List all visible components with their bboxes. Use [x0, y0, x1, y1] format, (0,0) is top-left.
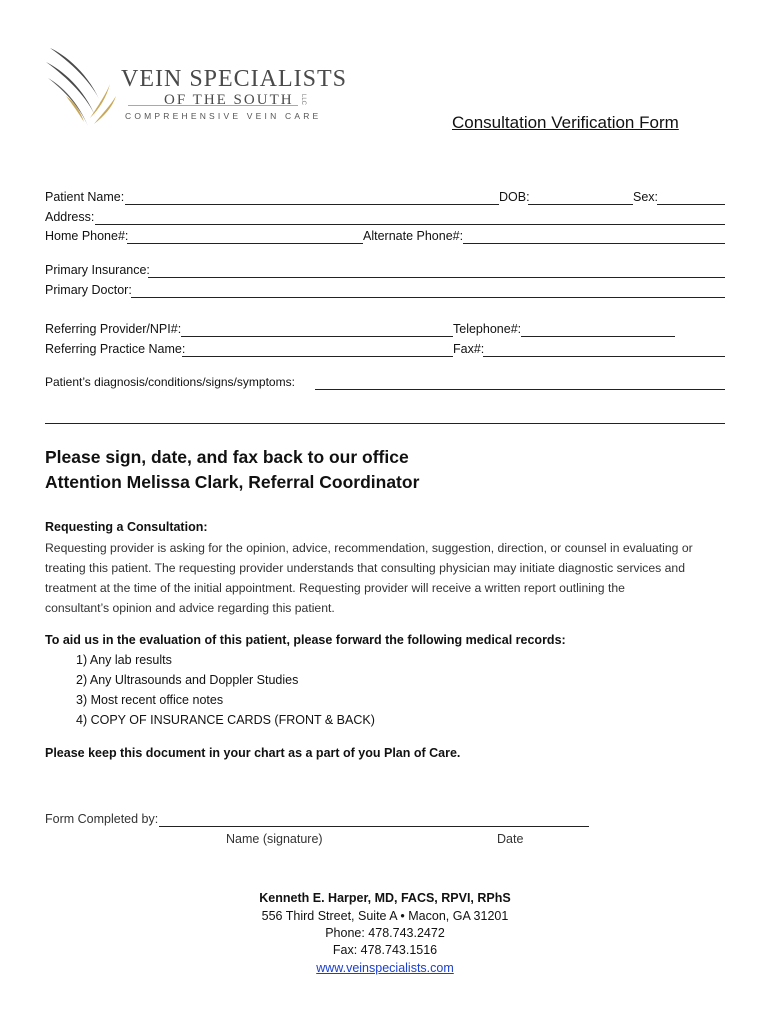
logo-llc: LLC	[300, 94, 306, 106]
phone-row	[45, 229, 725, 245]
consultation-line: treating this patient. The requesting provider understands that consulting physician may initiate diagnostic services and	[45, 561, 685, 575]
doctor-row	[45, 283, 725, 299]
insurance-row	[45, 263, 725, 279]
records-item: 2) Any Ultrasounds and Doppler Studies	[76, 673, 299, 687]
form-title: Consultation Verification Form	[452, 113, 679, 132]
logo-divider	[128, 105, 298, 106]
name-signature-label: Name (signature)	[226, 832, 323, 846]
consultation-line: treatment at the time of the initial appointment. Requesting provider will receive a written report outlining the	[45, 581, 625, 595]
address-label: Address:	[45, 210, 95, 224]
patient-name-row	[45, 190, 725, 206]
telephone-field[interactable]	[521, 322, 675, 337]
logo-subtitle: OF THE SOUTH	[164, 92, 294, 108]
records-item: 4) COPY OF INSURANCE CARDS (FRONT & BACK)	[76, 713, 375, 727]
referring-provider-row	[45, 322, 725, 338]
keep-note: Please keep this document in your chart as a part of you Plan of Care.	[45, 746, 461, 760]
referring-practice-field[interactable]	[182, 342, 453, 357]
referring-practice-label: Referring Practice Name:	[45, 342, 186, 356]
vein-wings-icon	[44, 44, 124, 134]
footer-phone: Phone: 478.743.2472	[325, 926, 445, 940]
diagnosis-label: Patient’s diagnosis/conditions/signs/symptoms:	[45, 375, 295, 389]
website-link[interactable]: www.veinspecialists.com	[316, 961, 454, 975]
footer-website-wrap	[0, 961, 770, 975]
records-item: 3) Most recent office notes	[76, 693, 224, 707]
sex-label: Sex:	[633, 190, 659, 204]
referring-provider-label: Referring Provider/NPI#:	[45, 322, 182, 336]
home-phone-label: Home Phone#:	[45, 229, 129, 243]
completed-by-label: Form Completed by:	[45, 812, 159, 826]
alt-phone-label: Alternate Phone#:	[363, 229, 464, 243]
consultation-line: consultant’s opinion and advice regarding this patient.	[45, 601, 335, 615]
date-label: Date	[497, 832, 524, 846]
consultation-line: Requesting provider is asking for the opinion, advice, recommendation, suggestion, direction, or counsel in evaluating or	[45, 541, 693, 555]
records-item: 1) Any lab results	[76, 653, 172, 667]
referring-provider-field[interactable]	[181, 322, 453, 337]
patient-name-label: Patient Name:	[45, 190, 125, 204]
primary-doctor-label: Primary Doctor:	[45, 283, 132, 297]
diagnosis-extra-line[interactable]	[45, 423, 725, 424]
fax-label: Fax#:	[453, 342, 485, 356]
primary-insurance-field[interactable]	[148, 263, 725, 278]
dob-label: DOB:	[499, 190, 530, 204]
alt-phone-field[interactable]	[463, 229, 725, 244]
telephone-label: Telephone#:	[453, 322, 522, 336]
address-row	[45, 210, 725, 226]
logo-tagline: COMPREHENSIVE VEIN CARE	[125, 111, 322, 121]
signature-row	[45, 812, 590, 828]
footer-fax: Fax: 478.743.1516	[332, 943, 438, 957]
consultation-paragraph	[45, 538, 725, 618]
sex-field[interactable]	[657, 190, 725, 205]
primary-insurance-label: Primary Insurance:	[45, 263, 150, 277]
home-phone-field[interactable]	[127, 229, 363, 244]
footer-address: 556 Third Street, Suite A • Macon, GA 31201	[261, 909, 509, 923]
footer-doctor: Kenneth E. Harper, MD, FACS, RPVI, RPhS	[259, 891, 511, 905]
records-heading: To aid us in the evaluation of this patient, please forward the following medical records:	[45, 633, 566, 647]
diagnosis-row	[45, 375, 725, 391]
dob-field[interactable]	[528, 190, 633, 205]
consultation-heading: Requesting a Consultation:	[45, 520, 208, 534]
primary-doctor-field[interactable]	[131, 283, 725, 298]
patient-name-field[interactable]	[125, 190, 499, 205]
logo-name: VEIN SPECIALISTS	[121, 66, 348, 92]
instruction-line-1: Please sign, date, and fax back to our office	[45, 447, 409, 467]
signature-field[interactable]	[159, 812, 589, 827]
diagnosis-field[interactable]	[315, 375, 725, 390]
fax-field[interactable]	[483, 342, 725, 357]
referring-practice-row	[45, 342, 725, 358]
instruction-line-2: Attention Melissa Clark, Referral Coordinator	[45, 472, 420, 492]
address-field[interactable]	[95, 210, 725, 225]
